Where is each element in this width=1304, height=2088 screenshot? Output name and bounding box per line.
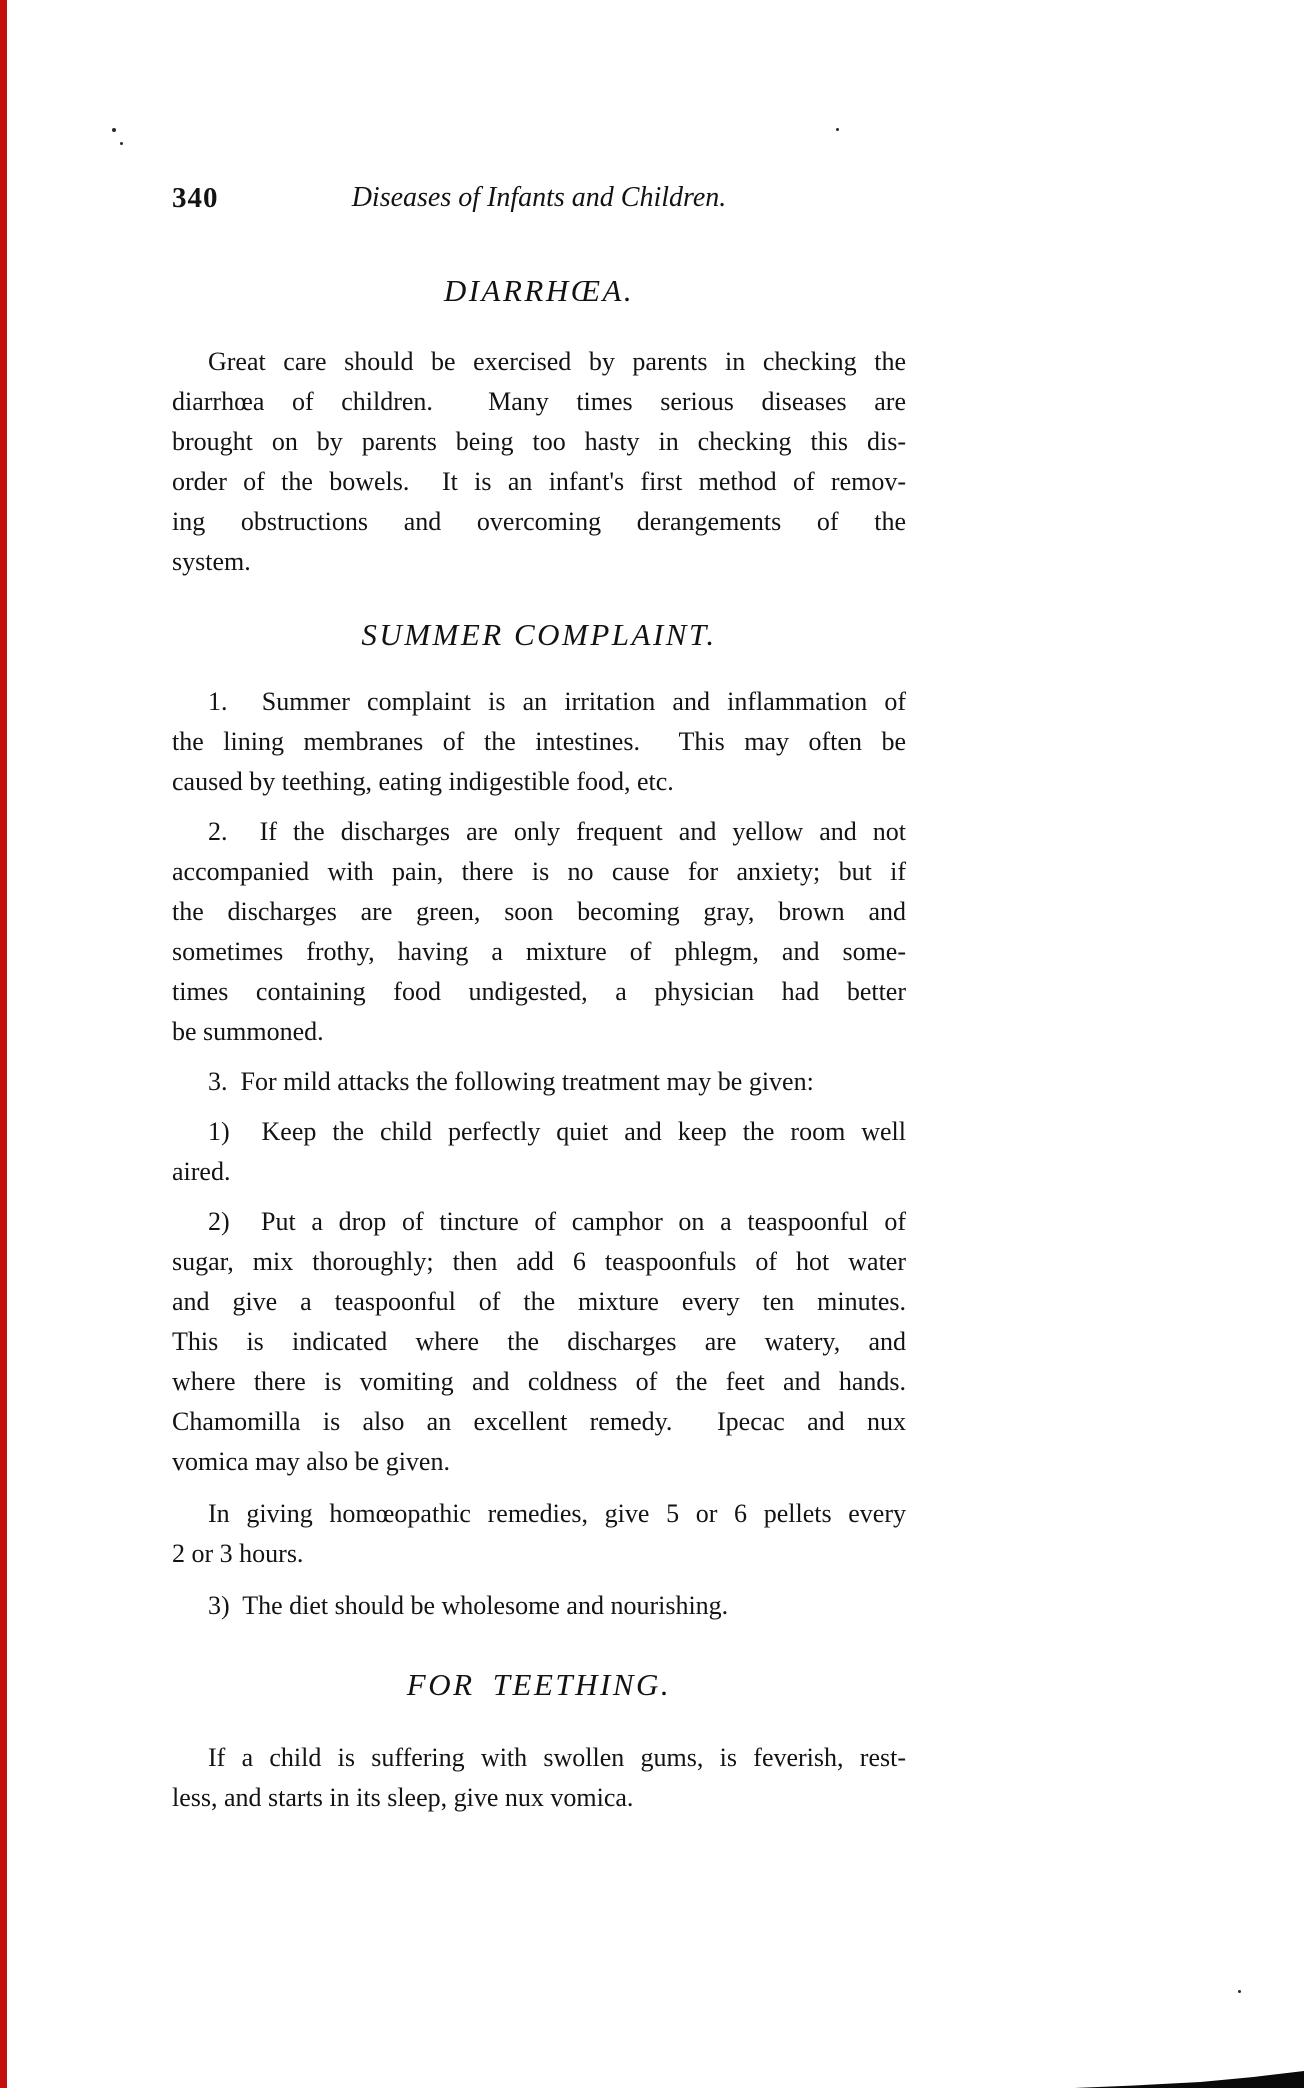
section-heading-for-teething: FOR TEETHING. bbox=[406, 1667, 672, 1702]
running-head bbox=[172, 182, 906, 222]
text-column bbox=[172, 182, 906, 1818]
text-line: Great care should be exercised by parents in checking the bbox=[208, 347, 906, 376]
paragraph-pellets bbox=[172, 1494, 906, 1574]
text-line: Chamomilla is also an excellent remedy. Ipecac and nux bbox=[172, 1407, 906, 1436]
text-line: order of the bowels. It is an infant's first method of remov- bbox=[172, 467, 906, 496]
paragraph-treatment-3 bbox=[172, 1586, 906, 1626]
text-line: times containing food undigested, a physician had better bbox=[172, 977, 906, 1006]
paragraph-summer-3 bbox=[172, 1062, 906, 1102]
text-line: 1) Keep the child perfectly quiet and keep the room well bbox=[208, 1117, 906, 1146]
text-line: be summoned. bbox=[172, 1017, 324, 1046]
text-line: system. bbox=[172, 547, 251, 576]
paragraph-teething bbox=[172, 1738, 906, 1818]
section-heading-summer-complaint: SUMMER COMPLAINT. bbox=[361, 617, 717, 652]
paragraph-treatment-1 bbox=[172, 1112, 906, 1192]
scan-speck bbox=[1238, 1990, 1241, 1993]
paragraph-treatment-2 bbox=[172, 1202, 906, 1482]
text-line: If a child is suffering with swollen gums, is feverish, rest- bbox=[208, 1743, 906, 1772]
text-line: 2) Put a drop of tincture of camphor on a teaspoonful of bbox=[208, 1207, 906, 1236]
text-line: In giving homœopathic remedies, give 5 or 6 pellets every bbox=[208, 1499, 906, 1528]
text-line: 3. For mild attacks the following treatment may be given: bbox=[208, 1067, 814, 1096]
text-line: sugar, mix thoroughly; then add 6 teaspoonfuls of hot water bbox=[172, 1247, 906, 1276]
running-title: Diseases of Infants and Children. bbox=[351, 182, 727, 213]
text-line: brought on by parents being too hasty in checking this dis- bbox=[172, 427, 906, 456]
text-line: 3) The diet should be wholesome and nourishing. bbox=[208, 1591, 729, 1620]
text-line: vomica may also be given. bbox=[172, 1447, 450, 1476]
scan-corner-artifact bbox=[1074, 2068, 1304, 2088]
section-heading-diarrhoea: DIARRHŒA. bbox=[443, 273, 635, 308]
scan-edge-red-line bbox=[0, 0, 7, 2088]
text-line: 2. If the discharges are only frequent and yellow and not bbox=[208, 817, 906, 846]
text-line: diarrhœa of children. Many times serious diseases are bbox=[172, 387, 906, 416]
text-line: the discharges are green, soon becoming gray, brown and bbox=[172, 897, 906, 926]
text-line: caused by teething, eating indigestible food, etc. bbox=[172, 767, 674, 796]
scan-speck bbox=[836, 128, 839, 131]
paragraph-summer-1 bbox=[172, 682, 906, 802]
text-line: 2 or 3 hours. bbox=[172, 1539, 304, 1568]
text-line: less, and starts in its sleep, give nux vomica. bbox=[172, 1783, 634, 1812]
scan-speck bbox=[120, 142, 123, 145]
scan-speck bbox=[112, 128, 116, 132]
text-line: where there is vomiting and coldness of the feet and hands. bbox=[172, 1367, 906, 1396]
page-number: 340 bbox=[172, 182, 219, 214]
text-line: This is indicated where the discharges are watery, and bbox=[172, 1327, 906, 1356]
text-line: accompanied with pain, there is no cause for anxiety; but if bbox=[172, 857, 906, 886]
text-line: ing obstructions and overcoming derangements of the bbox=[172, 507, 906, 536]
text-line: 1. Summer complaint is an irritation and inflammation of bbox=[208, 687, 906, 716]
text-line: aired. bbox=[172, 1157, 231, 1186]
text-line: the lining membranes of the intestines. This may often be bbox=[172, 727, 906, 756]
text-line: and give a teaspoonful of the mixture every ten minutes. bbox=[172, 1287, 906, 1316]
paragraph-summer-2 bbox=[172, 812, 906, 1052]
text-line: sometimes frothy, having a mixture of phlegm, and some- bbox=[172, 937, 906, 966]
paragraph-diarrhoea bbox=[172, 342, 906, 582]
